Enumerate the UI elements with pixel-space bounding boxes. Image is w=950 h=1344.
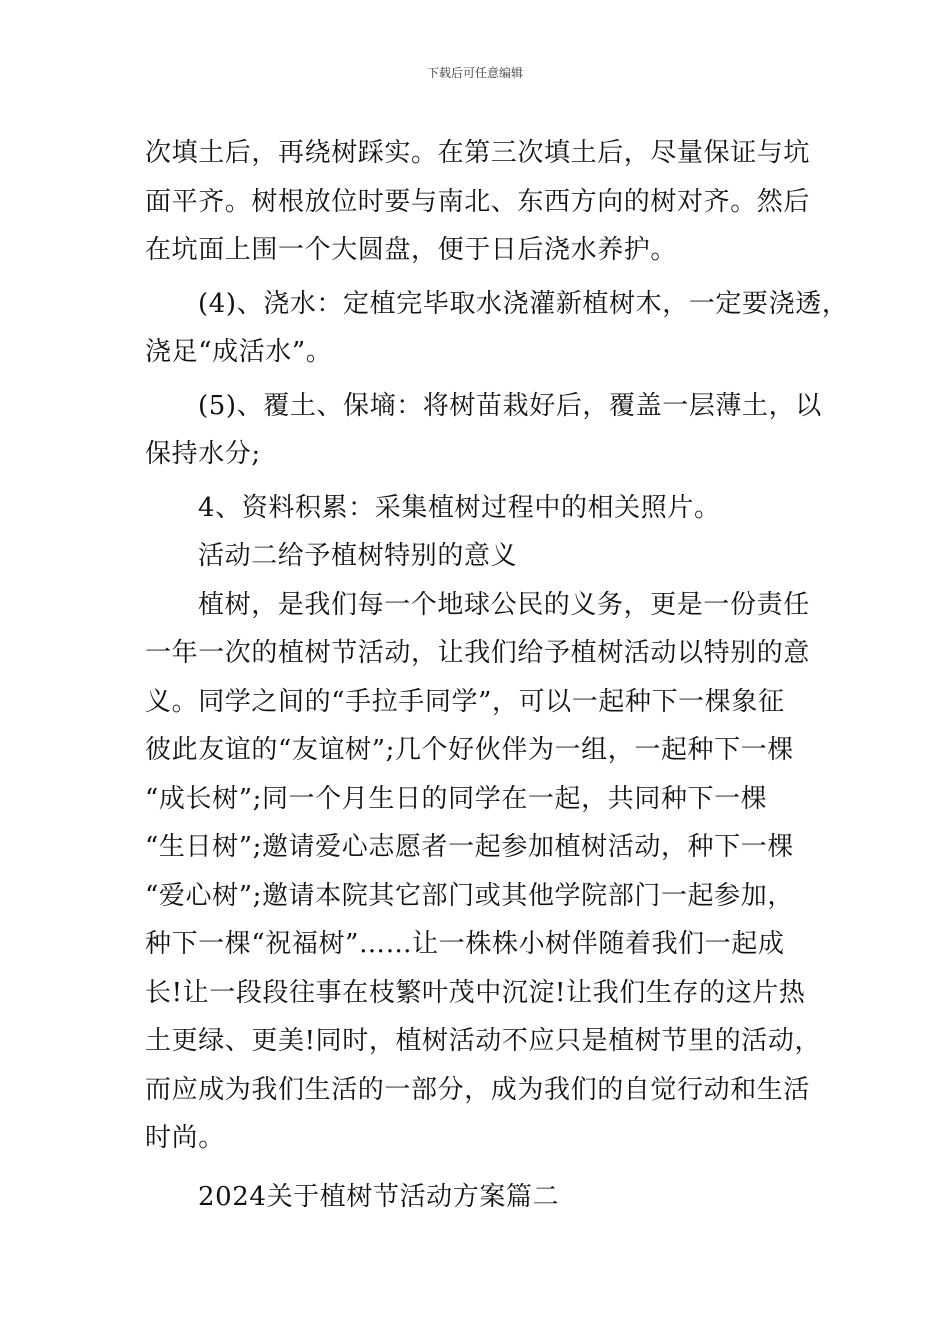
text-line: 彼此友谊的“友谊树”;几个好伙伴为一组，一起种下一棵 (145, 735, 794, 765)
text-line: (5)、覆土、保墒：将树苗栽好后，覆盖一层薄土，以 (198, 390, 822, 421)
text-line: 一年一次的植树节活动，让我们给予植树活动以特别的意 (145, 638, 811, 668)
document-body (145, 129, 849, 1221)
paragraph-soil-cover (145, 382, 835, 479)
text-line: 长!让一段段往事在枝繁叶茂中沉淀!让我们生存的这片热 (145, 977, 806, 1008)
text-line: 土更绿、更美!同时，植树活动不应只是植树节里的活动， (145, 1026, 822, 1056)
text-line: (4)、浇水：定植完毕取水浇灌新植树木，一定要浇透， (198, 288, 849, 319)
paragraph-watering (145, 280, 849, 377)
paragraph-activity-two-heading (145, 532, 835, 581)
paragraph-planting-steps (145, 129, 835, 275)
page-header: 下载后可任意编辑 (426, 66, 523, 80)
text-line: 而应成为我们生活的一部分，成为我们的自觉行动和生活 (145, 1074, 811, 1105)
text-line: 保持水分; (145, 439, 261, 469)
section-heading-plan-two (145, 1173, 835, 1222)
text-line: “爱心树”;邀请本院其它部门或其他学院部门一起参加， (145, 880, 794, 911)
text-line: 2024关于植树节活动方案篇二 (198, 1181, 560, 1212)
text-line: 活动二给予植树特别的意义 (198, 541, 518, 571)
text-line: 在坑面上围一个大圆盘，便于日后浇水养护。 (145, 235, 678, 265)
text-line: 面平齐。树根放位时要与南北、东西方向的树对齐。然后 (145, 186, 811, 217)
paragraph-records (145, 484, 835, 533)
text-line: 次填土后，再绕树踩实。在第三次填土后，尽量保证与坑 (145, 138, 811, 168)
text-line: “成长树”;同一个月生日的同学在一起，共同种下一棵 (145, 783, 768, 814)
text-line: 植树，是我们每一个地球公民的义务，更是一份责任 (198, 589, 810, 620)
text-line: 浇足“成活水”。 (145, 337, 333, 367)
text-line: 种下一棵“祝福树”……让一株株小树伴随着我们一起成 (145, 929, 785, 959)
text-line: “生日树”;邀请爱心志愿者一起参加植树活动，种下一棵 (145, 832, 794, 862)
text-line: 4、资料积累：采集植树过程中的相关照片。 (198, 492, 721, 523)
text-line: 时尚。 (145, 1123, 225, 1153)
paragraph-planting-meaning (145, 581, 835, 1163)
text-line: 义。同学之间的“手拉手同学”，可以一起种下一棵象征 (145, 686, 785, 717)
